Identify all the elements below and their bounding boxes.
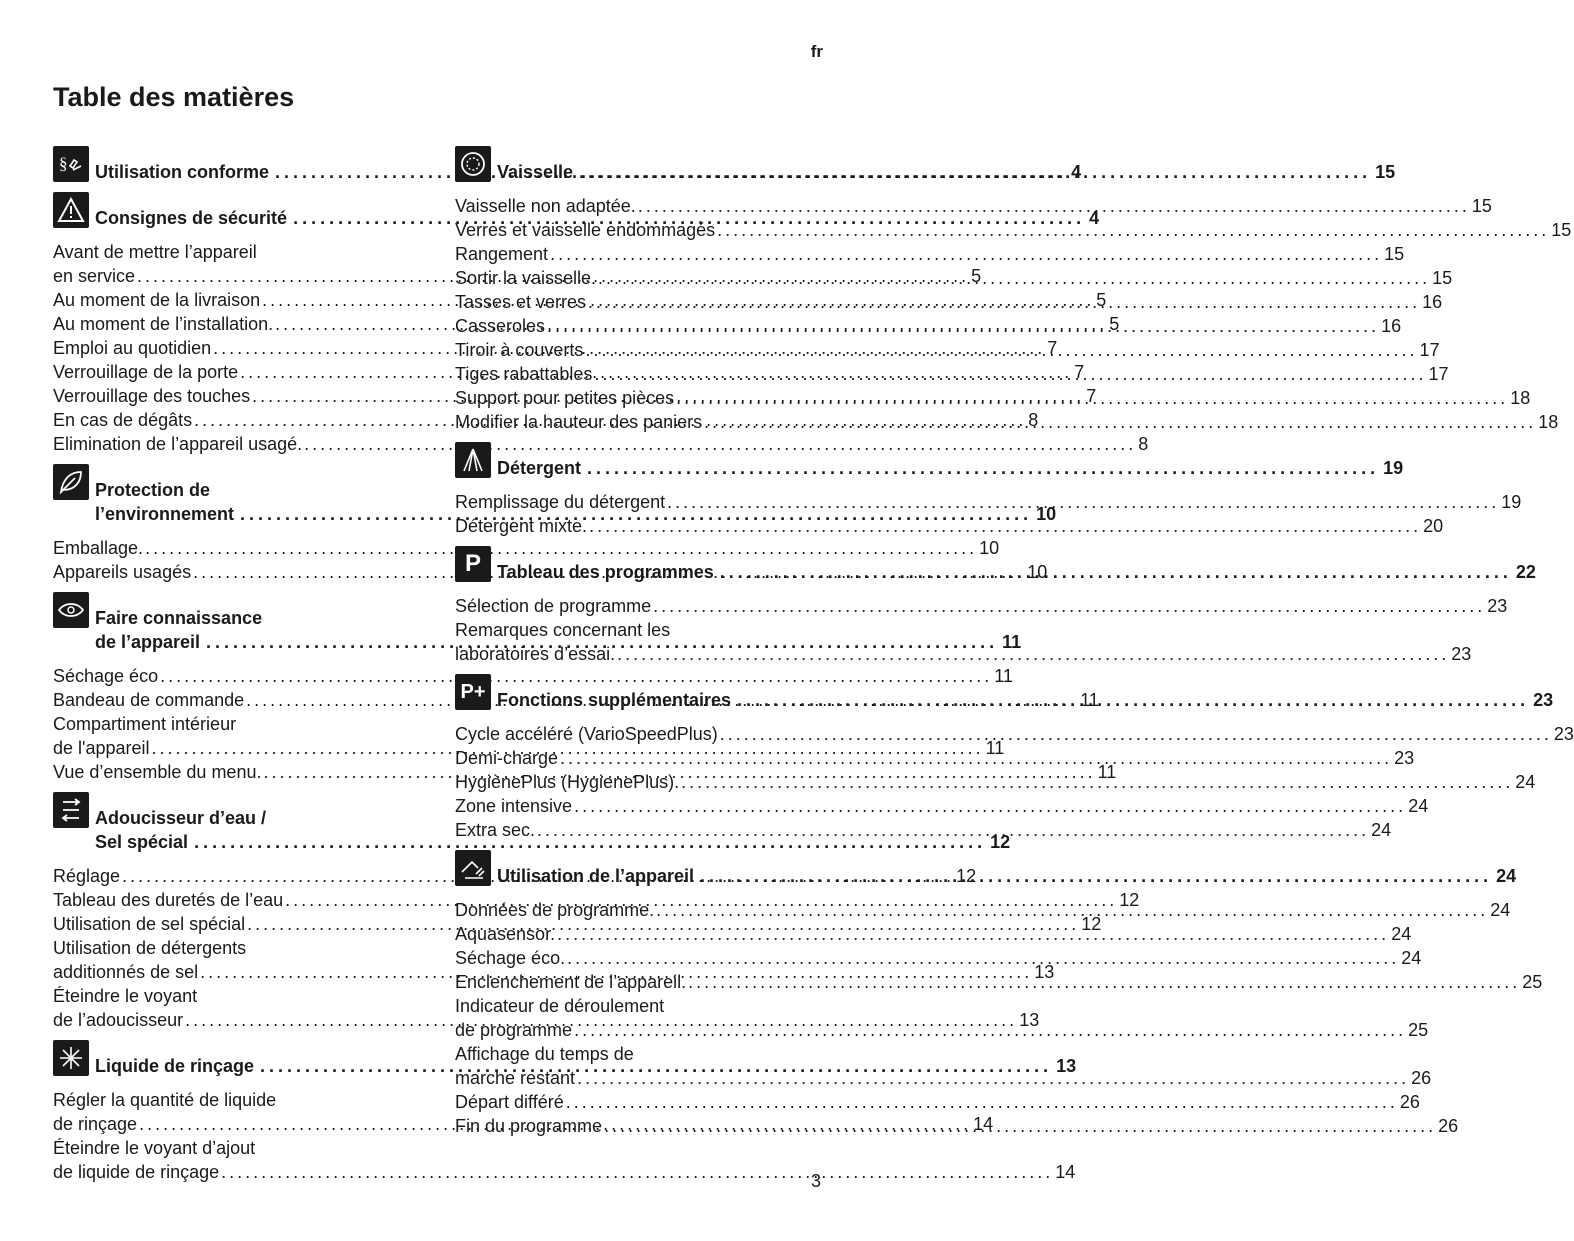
toc-entry-page: 13 [1019,1010,1040,1030]
toc-section-page: 12 [990,832,1011,852]
leader-dots [585,338,1417,362]
leader-dots [656,898,1488,922]
leader-dots [557,922,1389,946]
toc-entry-page: 24 [1401,948,1422,968]
toc-entry-page: 24 [1515,772,1536,792]
toc-entry[interactable] [455,794,1429,818]
toc-entry-page: 26 [1438,1116,1459,1136]
toc-section-page: 19 [1383,458,1404,478]
toc-entry-page: 24 [1408,796,1429,816]
toc-section-page: 22 [1515,562,1536,582]
toc-entry[interactable] [53,664,1013,688]
toc-entry-page: 24 [1490,900,1511,920]
toc-entry-label: Au moment de la livraison [53,290,261,310]
leader-dots [638,194,1470,218]
toc-section-page: 23 [1533,690,1554,710]
toc-entry-label: additionnés de sel [53,962,199,982]
toc-entry-page: 12 [1119,890,1140,910]
toc-entry[interactable] [455,722,1574,746]
toc-section-title: Utilisation de l’appareil [497,866,695,886]
softener-icon [53,792,89,828]
toc-section-page: 13 [1056,1056,1077,1076]
toc-entry-label: Données de programme. [455,900,655,920]
toc-entry-page: 26 [1399,1092,1420,1112]
leader-dots [681,770,1513,794]
toc-entry-page: 15 [1384,244,1405,264]
toc-entry-label: Appareils usagés [53,562,192,582]
leaf-icon [53,464,89,500]
toc-entry-page: 23 [1451,644,1472,664]
toc-entry-label: Support pour petites pièces [455,388,675,408]
toc-entry-page: 15 [1551,220,1572,240]
toc-entry-label: Casseroles [455,316,546,336]
toc-entry-label: Détergent mixte. [455,516,588,536]
toc-entry-page: 18 [1510,388,1531,408]
leader-dots [537,818,1369,842]
toc-entry[interactable] [455,194,1492,218]
toc-entry-label: Rangement [455,244,549,264]
extra-functions-icon [455,674,491,710]
toc-entry-page: 15 [1471,196,1492,216]
toc-entry-label: HygiènePlus (HygienePlus). [455,772,680,792]
toc-entry-label: Tiges rabattables [455,364,593,384]
toc-entry[interactable] [455,362,1449,386]
toc-entry-page: 16 [1381,316,1402,336]
toc-entry-label: Bandeau de commande [53,690,245,710]
toc-entry-label: Indicateur de déroulement [455,996,665,1016]
toc-entry-label: de rinçage [53,1114,138,1134]
toc-entry-label: Demi-charge [455,748,559,768]
toc-entry-label: Elimination de l’appareil usagé. [53,434,303,454]
toc-section-title: Tableau des programmes [497,562,714,582]
toc-entry-label: Affichage du temps de [455,1044,634,1064]
toc-entry-page: 12 [1081,914,1102,934]
leader-dots [574,1018,1406,1042]
toc-entry-page: 7 [1047,338,1058,358]
toc-section-title: Utilisation conforme [95,162,270,182]
toc-section-title: de l’appareil [95,632,201,652]
toc-entry-page: 25 [1522,972,1543,992]
toc-entry-label: Verrouillage de la porte [53,362,239,382]
toc-section-heading[interactable] [455,146,1396,184]
toc-entry-label: Séchage éco [53,666,159,686]
toc-entry-page: 23 [1487,596,1508,616]
toc-entry-page: 16 [1422,292,1443,312]
toc-entry-label: Fin du programme [455,1116,603,1136]
leader-dots [574,794,1406,818]
eye-icon [53,592,89,628]
operation-icon [455,850,491,886]
toc-entry-label: marche restant [455,1068,576,1088]
leader-dots [720,722,1552,746]
leader-dots [560,746,1392,770]
toc-entry[interactable] [455,266,1453,290]
leader-dots [717,218,1549,242]
toc-entry-page: 12 [956,866,977,886]
toc-entry-page: 23 [1553,724,1574,744]
leader-dots [567,946,1399,970]
toc-entry-page: 11 [985,738,1005,758]
toc-entry-label: Régler la quantité de liquide [53,1090,277,1110]
toc-entry-page: 11 [1080,690,1099,710]
toc-entry-label: Emploi au quotidien [53,338,212,358]
toc-entry-label: Tasses et verres [455,292,587,312]
toc-entry[interactable] [455,386,1531,410]
toc-entry-label: de l’adoucisseur [53,1010,184,1030]
toc-section-title: Consignes de sécurité [95,208,288,228]
toc-entry[interactable] [455,218,1572,242]
toc-entry[interactable] [53,1136,1076,1184]
program-icon [455,546,491,582]
leader-dots [566,1090,1398,1114]
toc-entry-page: 11 [1097,762,1117,782]
leader-dots [579,160,1371,184]
toc-entry[interactable] [455,242,1405,266]
language-code: fr [810,42,823,61]
leader-dots [704,410,1536,434]
page-number: 3 [810,1171,821,1191]
leader-dots [589,514,1421,538]
toc-entry-label: Au moment de l’installation. [53,314,274,334]
toc-entry-label: Séchage éco. [455,948,566,968]
toc-entry-page: 5 [1109,314,1120,334]
toc-section-title: Détergent [497,458,582,478]
toc-entry-label: Utilisation de détergents [53,938,247,958]
toc-entry-page: 7 [1086,386,1097,406]
toc-section-title: Faire connaissance [95,608,263,628]
toc-section-title: Sel spécial [95,832,189,852]
leader-dots [617,642,1449,666]
toc-entry-label: Emballage. [53,538,144,558]
leader-dots [221,1160,1053,1184]
leader-dots [737,688,1529,712]
toc-entry-label: de l'appareil [53,738,150,758]
toc-section-page: 4 [1071,162,1082,182]
toc-entry-label: Éteindre le voyant d’ajout [53,1138,256,1158]
toc-entry-label: Tableau des duretés de l’eau [53,890,284,910]
toc-entry-label: Cycle accéléré (VarioSpeedPlus) [455,724,718,744]
warning-icon [53,192,89,228]
toc-entry-label: Extra sec. [455,820,536,840]
rinse-aid-icon [53,1040,89,1076]
toc-entry-label: Zone intensive [455,796,573,816]
toc-entry-page: 14 [1055,1162,1076,1182]
toc-entry-page: 8 [1028,410,1039,430]
toc-entry-label: Remarques concernant les [455,620,671,640]
toc-entry-page: 19 [1501,492,1522,512]
toc-entry-label: en service [53,266,136,286]
toc-entry-label: de liquide de rinçage [53,1162,220,1182]
leader-dots [653,594,1485,618]
toc-section [455,146,1572,434]
toc-entry-page: 5 [1096,290,1107,310]
leader-dots [720,560,1512,584]
toc-section-page: 24 [1496,866,1517,886]
leader-dots [550,242,1382,266]
leader-dots [700,864,1492,888]
leader-dots [667,490,1499,514]
toc-section-title: Protection de [95,480,211,500]
toc-section-title: l’environnement [95,504,235,524]
toc-section-heading[interactable] [455,442,1404,480]
toc-section-title: Liquide de rinçage [95,1056,255,1076]
toc-entry-label: Avant de mettre l’appareil [53,242,257,262]
toc-entry-label: En cas de dégâts [53,410,193,430]
tableware-icon [455,146,491,182]
toc-entry-page: 13 [1034,962,1055,982]
toc-entry-label: Remplissage du détergent [455,492,666,512]
toc-entry-page: 17 [1419,340,1440,360]
toc-entry-label: laboratoires d’essai. [455,644,616,664]
toc-entry-page: 20 [1423,516,1444,536]
toc-entry-label: Compartiment intérieur [53,714,237,734]
leader-dots [604,1114,1436,1138]
toc-entry-page: 7 [1074,362,1085,382]
leader-dots [577,1066,1409,1090]
svg-text:§: § [59,154,68,173]
toc-entry[interactable] [455,594,1508,618]
leader-dots [676,386,1508,410]
toc-entry-page: 8 [1138,434,1149,454]
toc-entry-page: 24 [1391,924,1412,944]
toc-entry[interactable] [455,1090,1420,1114]
toc-entry-page: 17 [1428,364,1449,384]
toc-entry[interactable] [455,410,1559,434]
toc-entry-label: Sélection de programme [455,596,652,616]
toc-section-page: 4 [1089,208,1100,228]
toc-entry-label: Utilisation de sel spécial [53,914,246,934]
toc-entry-page: 10 [979,538,1000,558]
leader-dots [688,970,1520,994]
toc-entry-label: Sortir la vaisselle. [455,268,597,288]
toc-section-page: 11 [1002,632,1022,652]
toc-entry-list [455,194,1572,434]
leader-dots [588,290,1420,314]
toc-entry-label: Départ différé [455,1092,564,1112]
page-title: Table des matières [53,82,295,112]
toc-section-page: 15 [1375,162,1396,182]
toc-entry-label: Éteindre le voyant [53,986,198,1006]
toc-entry-label: Verres et vaisselle endommagés [455,220,716,240]
toc-entry-page: 15 [1432,268,1453,288]
toc-entry[interactable] [455,946,1422,970]
toc-entry[interactable] [53,432,1149,456]
leader-dots [547,314,1379,338]
toc-entry[interactable] [53,536,1000,560]
toc-entry-label: Modifier la hauteur des paniers [455,412,703,432]
leader-dots [598,266,1430,290]
toc-entry-page: 24 [1371,820,1392,840]
icon-letter: P+ [460,680,486,703]
law-icon [53,146,89,182]
toc-entry-label: Vaisselle non adaptée. [455,196,636,216]
toc-entry-label: Enclenchement de l’appareil. [455,972,687,992]
leader-dots [587,456,1379,480]
toc-entry[interactable] [455,290,1443,314]
toc-section-title: Vaisselle [497,162,574,182]
icon-letter: P [464,550,481,577]
toc-entry-page: 25 [1408,1020,1429,1040]
toc-entry-label: Réglage [53,866,121,886]
toc-entry[interactable] [455,338,1440,362]
toc-entry-label: Vue d’ensemble du menu. [53,762,262,782]
toc-entry-label: Tiroir à couverts [455,340,584,360]
toc-entry-page: 11 [994,666,1013,686]
leader-dots [594,362,1426,386]
toc-entry-page: 10 [1027,562,1048,582]
toc-entry-label: de programme [455,1020,573,1040]
toc-entry-page: 18 [1538,412,1559,432]
toc-entry-page: 23 [1394,748,1415,768]
toc-entry-page: 5 [971,266,982,286]
toc-section-page: 10 [1036,504,1057,524]
toc-entry-page: 26 [1411,1068,1432,1088]
toc-entry[interactable] [455,314,1402,338]
detergent-icon [455,442,491,478]
toc-entry-page: 14 [973,1114,994,1134]
toc-section-title: Fonctions supplémentaires [497,690,732,710]
toc-entry-label: Verrouillage des touches [53,386,251,406]
toc-section-title: Adoucisseur d’eau / [95,808,267,828]
toc-entry-label: Aquasensor. [455,924,556,944]
